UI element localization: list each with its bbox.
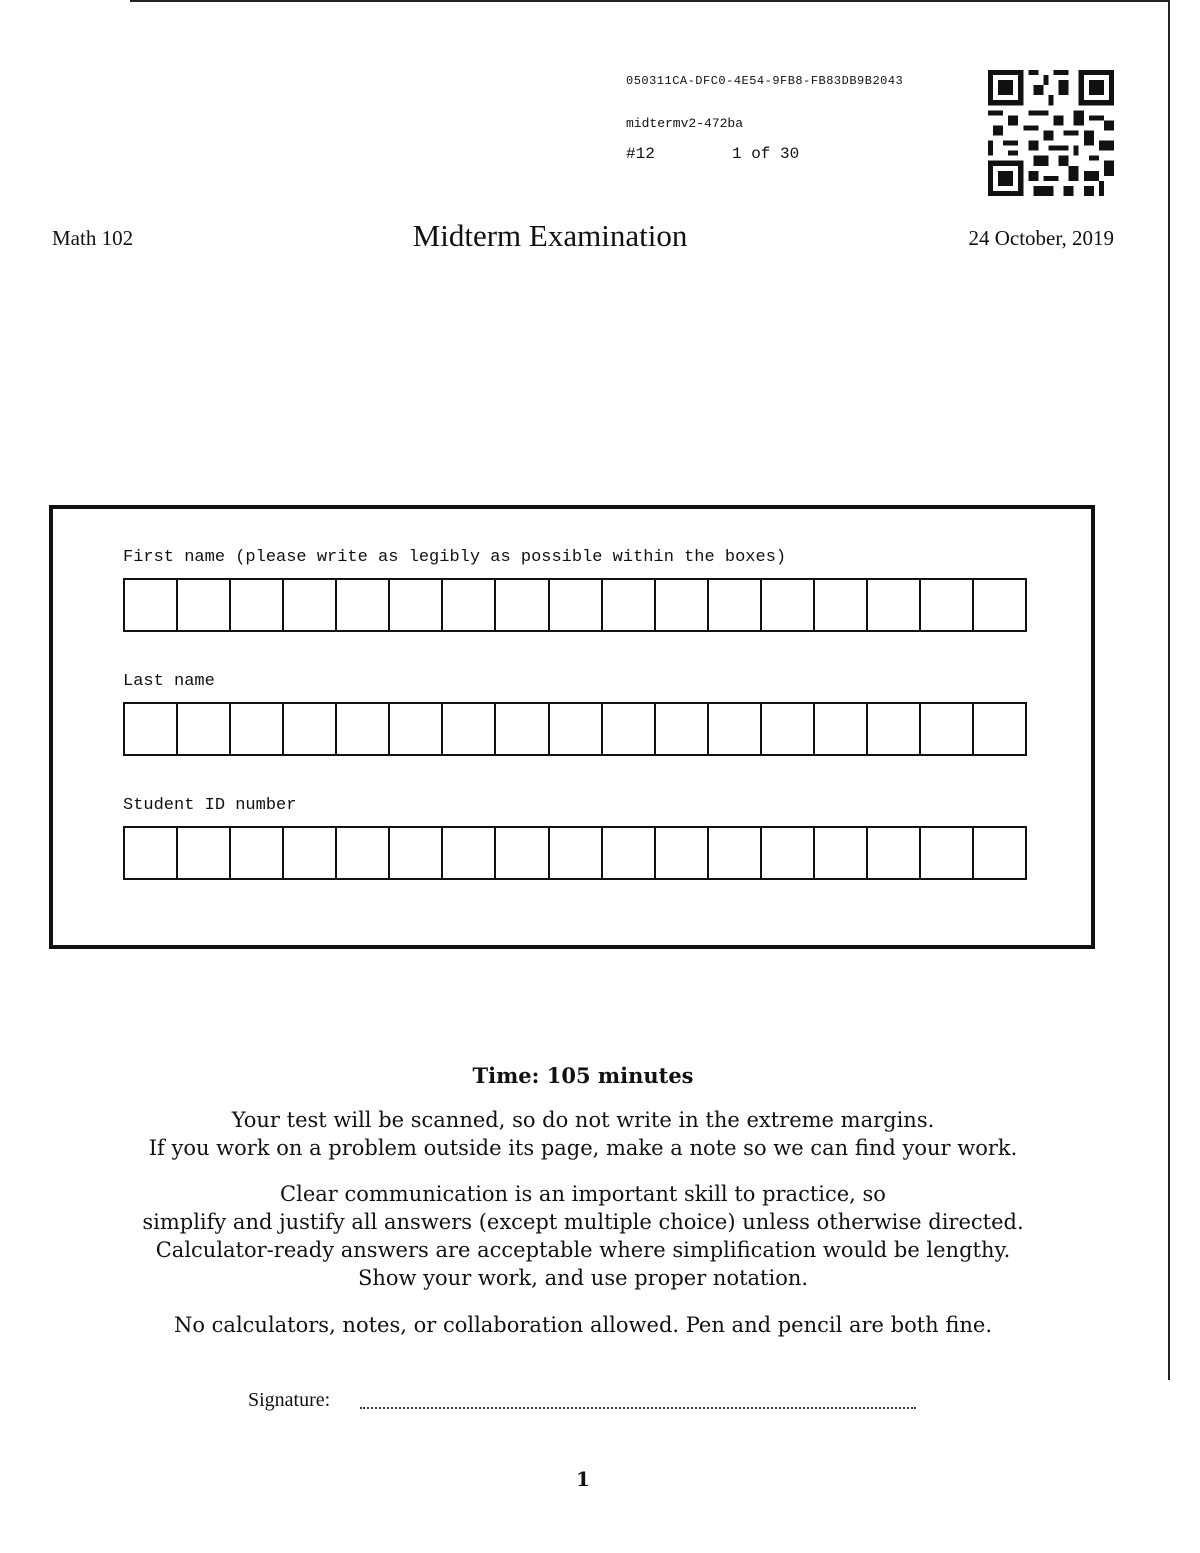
exam-version: midtermv2-472ba <box>626 116 744 131</box>
first-name-boxes[interactable] <box>123 578 1027 632</box>
letter-box[interactable] <box>496 704 549 754</box>
letter-box[interactable] <box>921 580 974 630</box>
letter-box[interactable] <box>656 580 709 630</box>
page-count: 1 of 30 <box>732 145 800 163</box>
sheet-number: #12 <box>626 145 655 163</box>
letter-box[interactable] <box>709 580 762 630</box>
digit-box[interactable] <box>125 828 178 878</box>
letter-box[interactable] <box>178 704 231 754</box>
letter-box[interactable] <box>125 704 178 754</box>
letter-box[interactable] <box>443 704 496 754</box>
digit-box[interactable] <box>815 828 868 878</box>
letter-box[interactable] <box>709 704 762 754</box>
digit-box[interactable] <box>337 828 390 878</box>
time-limit: Time: 105 minutes <box>472 1063 694 1088</box>
letter-box[interactable] <box>125 580 178 630</box>
digit-box[interactable] <box>443 828 496 878</box>
letter-box[interactable] <box>815 704 868 754</box>
letter-box[interactable] <box>337 704 390 754</box>
letter-box[interactable] <box>178 580 231 630</box>
letter-box[interactable] <box>390 704 443 754</box>
rules-instruction: No calculators, notes, or collaboration allowed. Pen and pencil are both fine. <box>173 1313 993 1337</box>
letter-box[interactable] <box>284 580 337 630</box>
scan-edge-right <box>1168 0 1170 1380</box>
student-id-boxes[interactable] <box>123 826 1027 880</box>
digit-box[interactable] <box>603 828 656 878</box>
letter-box[interactable] <box>921 704 974 754</box>
scan-instruction-1: Your test will be scanned, so do not write in the extreme margins. <box>231 1108 935 1132</box>
digit-box[interactable] <box>178 828 231 878</box>
exam-uuid: 050311CA-DFC0-4E54-9FB8-FB83DB9B2043 <box>626 74 904 88</box>
letter-box[interactable] <box>868 704 921 754</box>
letter-box[interactable] <box>974 704 1025 754</box>
last-name-label: Last name <box>123 672 215 691</box>
communication-instruction-1: Clear communication is an important skill to practice, so <box>280 1182 886 1206</box>
letter-box[interactable] <box>231 580 284 630</box>
letter-box[interactable] <box>337 580 390 630</box>
last-name-boxes[interactable] <box>123 702 1027 756</box>
qr-code-icon <box>988 70 1114 196</box>
exam-title: Midterm Examination <box>412 218 688 253</box>
digit-box[interactable] <box>709 828 762 878</box>
page-number: 1 <box>576 1467 590 1491</box>
digit-box[interactable] <box>762 828 815 878</box>
letter-box[interactable] <box>550 580 603 630</box>
letter-box[interactable] <box>868 580 921 630</box>
communication-instruction-3: Calculator-ready answers are acceptable where simplification would be lengthy. <box>155 1238 1011 1262</box>
letter-box[interactable] <box>815 580 868 630</box>
scan-instruction-2: If you work on a problem outside its page, make a note so we can find your work. <box>148 1136 1018 1160</box>
communication-instruction-4: Show your work, and use proper notation. <box>357 1266 809 1290</box>
first-name-label: First name (please write as legibly as possible within the boxes) <box>123 548 787 567</box>
digit-box[interactable] <box>284 828 337 878</box>
letter-box[interactable] <box>974 580 1025 630</box>
digit-box[interactable] <box>496 828 549 878</box>
digit-box[interactable] <box>231 828 284 878</box>
letter-box[interactable] <box>231 704 284 754</box>
digit-box[interactable] <box>656 828 709 878</box>
signature-label: Signature: <box>248 1389 331 1411</box>
letter-box[interactable] <box>656 704 709 754</box>
letter-box[interactable] <box>550 704 603 754</box>
letter-box[interactable] <box>390 580 443 630</box>
letter-box[interactable] <box>603 704 656 754</box>
digit-box[interactable] <box>868 828 921 878</box>
exam-date: 24 October, 2019 <box>968 226 1114 250</box>
digit-box[interactable] <box>974 828 1025 878</box>
letter-box[interactable] <box>496 580 549 630</box>
digit-box[interactable] <box>921 828 974 878</box>
letter-box[interactable] <box>762 704 815 754</box>
digit-box[interactable] <box>550 828 603 878</box>
course-name: Math 102 <box>52 226 134 250</box>
signature-line[interactable] <box>360 1407 916 1409</box>
student-id-label: Student ID number <box>123 796 297 815</box>
digit-box[interactable] <box>390 828 443 878</box>
letter-box[interactable] <box>603 580 656 630</box>
communication-instruction-2: simplify and justify all answers (except multiple choice) unless otherwise directed. <box>142 1210 1024 1234</box>
letter-box[interactable] <box>762 580 815 630</box>
letter-box[interactable] <box>443 580 496 630</box>
letter-box[interactable] <box>284 704 337 754</box>
scan-edge-top <box>130 0 1170 2</box>
